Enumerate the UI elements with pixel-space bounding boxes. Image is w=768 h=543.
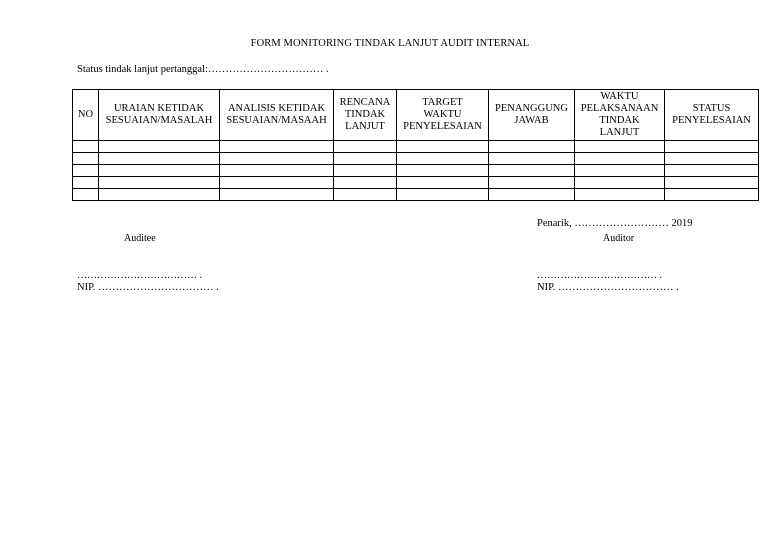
signature-date: Penarik, ……………………… 2019 — [537, 218, 693, 229]
table-cell — [489, 177, 575, 189]
header-status: STATUS PENYELESAIAN — [665, 90, 759, 141]
table-cell — [99, 165, 220, 177]
table-cell — [99, 189, 220, 201]
table-cell — [220, 153, 334, 165]
table-cell — [397, 189, 489, 201]
table-cell — [99, 141, 220, 153]
table-cell — [489, 165, 575, 177]
table-cell — [397, 177, 489, 189]
header-rencana: RENCANA TINDAK LANJUT — [334, 90, 397, 141]
table-row — [73, 153, 759, 165]
auditor-nip: NIP. …………………………… . — [537, 282, 679, 293]
table-cell — [575, 141, 665, 153]
table-cell — [220, 189, 334, 201]
table-row — [73, 141, 759, 153]
table-cell — [334, 153, 397, 165]
auditor-label: Auditor — [603, 233, 635, 244]
table-cell — [73, 177, 99, 189]
table-cell — [489, 141, 575, 153]
table-cell — [220, 141, 334, 153]
table-cell — [489, 189, 575, 201]
table-cell — [73, 141, 99, 153]
table-cell — [489, 153, 575, 165]
header-target: TARGET WAKTU PENYELESAIAN — [397, 90, 489, 141]
page-title: FORM MONITORING TINDAK LANJUT AUDIT INTERNAL — [250, 38, 530, 49]
table-cell — [73, 189, 99, 201]
table-header-row — [73, 90, 759, 141]
table-cell — [665, 141, 759, 153]
table-cell — [99, 153, 220, 165]
table-body — [73, 141, 759, 201]
table-cell — [99, 177, 220, 189]
table-cell — [334, 189, 397, 201]
table-cell — [73, 153, 99, 165]
table-cell — [575, 153, 665, 165]
table-cell — [220, 177, 334, 189]
table-cell — [334, 177, 397, 189]
auditee-nip: NIP. …………………………… . — [77, 282, 219, 293]
header-no: NO — [73, 90, 99, 141]
table-cell — [575, 177, 665, 189]
auditee-name-line: ……………………………… . — [77, 270, 202, 281]
table-cell — [73, 165, 99, 177]
table-cell — [575, 189, 665, 201]
monitoring-table — [72, 89, 759, 201]
header-waktu: WAKTU PELAKSANAAN TINDAK LANJUT — [575, 90, 665, 141]
table-cell — [397, 165, 489, 177]
table-cell — [665, 153, 759, 165]
header-uraian: URAIAN KETIDAK SESUAIAN/MASALAH — [99, 90, 220, 141]
table-row — [73, 189, 759, 201]
table-cell — [397, 153, 489, 165]
table-cell — [665, 165, 759, 177]
table-row — [73, 165, 759, 177]
auditor-name-line: ……………………………… . — [537, 270, 662, 281]
table-cell — [575, 165, 665, 177]
table-cell — [397, 141, 489, 153]
status-date-line: Status tindak lanjut pertanggal:…………………………… . — [77, 64, 329, 75]
auditee-label: Auditee — [124, 233, 156, 244]
header-analisis: ANALISIS KETIDAK SESUAIAN/MASAAH — [220, 90, 334, 141]
table-cell — [220, 165, 334, 177]
table-cell — [334, 165, 397, 177]
table-cell — [665, 189, 759, 201]
table-cell — [334, 141, 397, 153]
header-penanggung: PENANGGUNG JAWAB — [489, 90, 575, 141]
table-row — [73, 177, 759, 189]
table-cell — [665, 177, 759, 189]
